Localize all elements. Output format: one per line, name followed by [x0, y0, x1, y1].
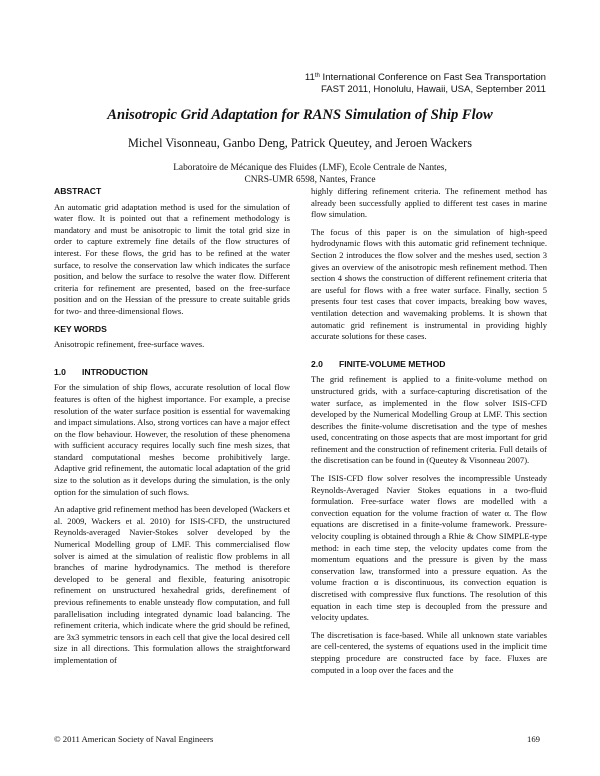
paper-title: Anisotropic Grid Adaptation for RANS Simulation of Ship Flow — [107, 107, 493, 123]
affiliation-line-2: CNRS-UMR 6598, Nantes, France — [244, 174, 376, 185]
right-paragraph-1: highly differing refinement criteria. The refinement method has already been successfully applied to different test cases in marine flow simulation. — [311, 186, 547, 220]
conference-line-1: 11th International Conference on Fast Sea Transportation — [304, 72, 546, 83]
right-paragraph-2: The focus of this paper is on the simulation of high-speed hydrodynamic flows with this automatic grid refinement technique. Section 2 introduces the flow solver and the meshes used, section 3 gives an overview of the anisotropic mesh refinement method. Then section 4 shows the construction of different refinement criteria that are useful for flows with a free water surface. Finally, section 5 presents four test cases that cover impacts, breaking bow waves, ventilation detection and wavemaking problems. It is shown that automatic grid refinement is instrumental in providing highly accurate solutions for these cases. — [311, 226, 547, 342]
section-number: 2.0 — [311, 358, 323, 369]
section-2-paragraph-3: The discretisation is face-based. While all unknown state variables are cell-centered, the systems of equations used in the implicit time stepping procedure are constructed face by face. Fluxes are computed in a loop over the faces and the — [311, 629, 547, 675]
paper-authors: Michel Visonneau, Ganbo Deng, Patrick Queutey, and Jeroen Wackers — [128, 136, 472, 150]
conference-header — [305, 71, 546, 95]
section-number: 1.0 — [54, 366, 66, 377]
intro-paragraph-1: For the simulation of ship flows, accurate resolution of local flow features is often of the highest importance. For example, a precise resolution of the water surface position is essential for wavemaking and impact simulations. Also, strong vortices can have a major effect on the flow behaviour. However, the resolution of these phenomena with sufficient accuracy requires locally such fine mesh sizes, that standard computational meshes become prohibitively large. Adaptive grid refinement, the automatic local adaptation of the grid size to the solution as it develops during the simulation, is the only option for the simulation of such flows. — [54, 382, 290, 497]
abstract-heading: ABSTRACT — [54, 186, 102, 196]
introduction-heading — [54, 367, 290, 379]
left-column — [54, 186, 290, 673]
keywords-heading: KEY WORDS — [54, 323, 107, 334]
page-number: 169 — [526, 734, 540, 744]
copyright-notice: © 2011 American Society of Naval Engineers — [54, 734, 214, 744]
affiliation — [160, 163, 460, 186]
affiliation-line-1: Laboratoire de Mécanique des Fluides (LMF), Ecole Centrale de Nantes, — [173, 163, 447, 173]
abstract-text: An automatic grid adaptation method is used for the simulation of water flow. It is pointed out that a refinement methodology is mandatory and must be anisotropic to limit the total grid size in order to capture extremely fine details of the flow structures of interest. For these flows, the grid has to be refined at the water surface, to resolve the conservation law which indicates the surface position, and below the surface to resolve the water flow. Different criteria for refinement are presented, based on the free-surface position and on the Hessian of the pressure to create suitable grids for two- and three-dimensional flows. — [54, 201, 290, 316]
section-2-paragraph-2: The ISIS-CFD flow solver resolves the incompressible Unsteady Reynolds-Averaged Navier Stokes equations in a two-fluid formulation. Free-surface water flows are modelled with a convection equation for the volume fraction of water α. The flow equations are discretised in a finite-volume framework. Pressure-velocity coupling is obtained through a Rhie & Chow SIMPLE-type method: in each time step, the velocity updates come from the momentum equations and the pressure is given by the mass conservation law, transformed into a pressure equation. As the volume fraction α is discontinuous, its convection equation is discretised with compressive flux functions. The resolution of this equation in each time step is decoupled from the pressure and velocity updates. — [311, 473, 547, 623]
section-2-paragraph-1: The grid refinement is applied to a finite-volume method on unstructured grids, with a surface-capturing discretisation of the water surface, as implemented in the flow solver ISIS-CFD developed by the Numerical Modelling Group at LMF. This section describes the finite-volume discretisation and the type of meshes used, concentrating on those aspects that are most important for grid refinement and the construction of refinement criteria. Full details of the discretisation can be found in (Queutey & Visonneau 2007). — [311, 374, 547, 466]
conference-line-2: FAST 2011, Honolulu, Hawaii, USA, September 2011 — [320, 83, 546, 95]
section-title: INTRODUCTION — [82, 366, 148, 377]
section-2-heading — [311, 359, 547, 371]
section-title: FINITE-VOLUME METHOD — [339, 358, 446, 369]
keywords-text: Anisotropic refinement, free-surface waves. — [54, 339, 205, 350]
intro-paragraph-2: An adaptive grid refinement method has been developed (Wackers et al. 2009, Wackers et al. 2010) for ISIS-CFD, the unstructured Reynolds-averaged Navier-Stokes solver developed by the Numerical Modelling group of LMF. This commercialised flow solver is aimed at the simulation of realistic flow problems in all branches of marine hydrodynamics. The method is therefore developed to be general and flexible, featuring anisotropic refinement on unstructured hexahedral grids, derefinement of previous refinements to enable unsteady flow computation, and full parallelisation including integrated dynamic load balancing. The refinement criteria, which indicate where the grid should be refined, are 3x3 symmetric tensors in each cell that give the local desired cell size in all directions. This formulation allows the straightforward implementation of — [54, 504, 290, 665]
right-column — [311, 186, 547, 682]
